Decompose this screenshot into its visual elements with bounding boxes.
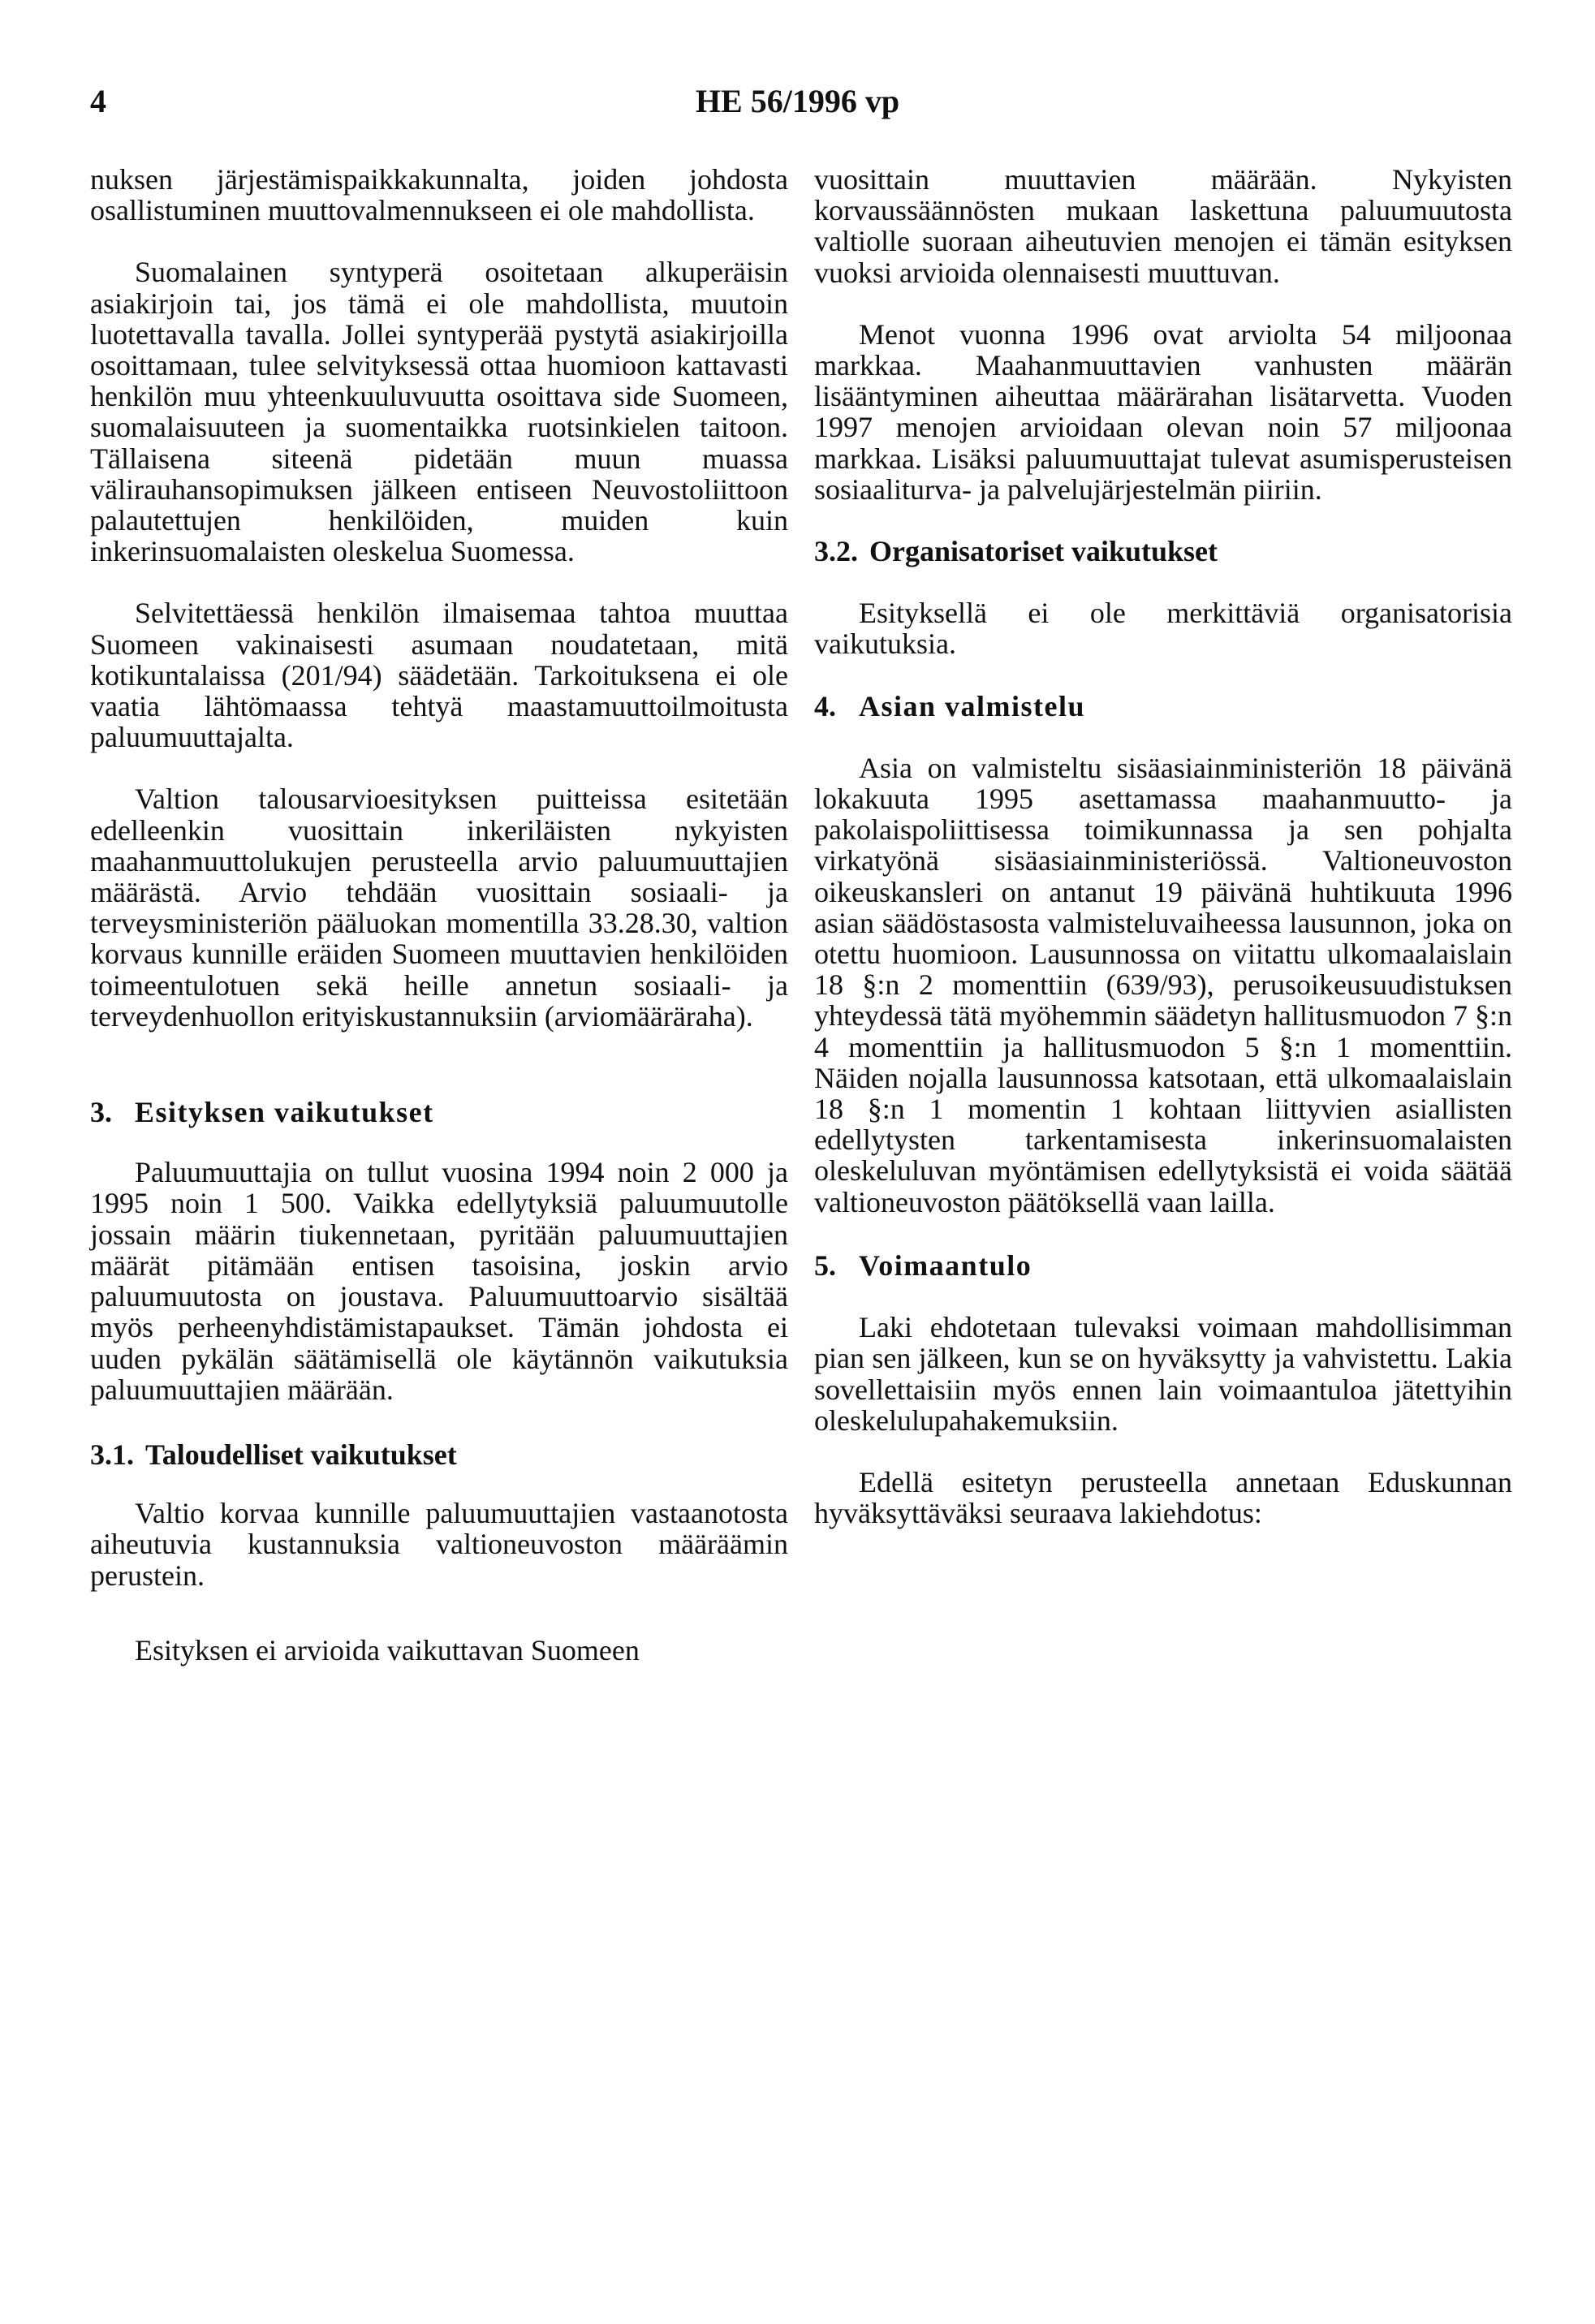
section-heading: [814, 691, 1512, 722]
paragraph: Paluumuuttajia on tullut vuosina 1994 noin 2 000 ja 1995 noin 1 500. Vaikka edellytyksiä paluumuutolle jossain määrin tiukennetaan, pyritään paluumuuttajien määrät pitämään entisen tasoisina, joskin arvio paluumuutosta on joustava. Paluumuuttoarvio sisältää myös perheenyhdistämistapaukset. Tämän johdosta ei uuden pykälän säätämisellä ole käytännön vaikutuksia paluumuuttajien määrään.: [90, 1156, 788, 1406]
section-title: Voimaantulo: [859, 1248, 1032, 1282]
paragraph: Menot vuonna 1996 ovat arviolta 54 miljoonaa markkaa. Maahanmuuttavien vanhusten määrän lisääntyminen aiheuttaa määrärahan lisätarvetta. Vuoden 1997 menojen arvioidaan olevan noin 57 miljoonaa markkaa. Lisäksi paluumuuttajat tulevat asumisperusteisen sosiaaliturva- ja palvelujärjestelmän piiriin.: [814, 317, 1512, 506]
section-title: Taloudelliset vaikutukset: [145, 1438, 457, 1471]
section-title: Asian valmistelu: [859, 689, 1086, 722]
subsection-heading: [814, 536, 1512, 567]
paragraph: Laki ehdotetaan tulevaksi voimaan mahdollisimman pian sen jälkeen, kun se on hyväksytty ja vahvistettu. Lakia sovellettaisiin myös ennen lain voimaantuloa jätettyihin oleskelulupahakemuksiin.: [814, 1311, 1512, 1437]
section-title: Organisatoriset vaikutukset: [869, 535, 1218, 568]
page-number: 4: [90, 83, 106, 119]
section-heading: [90, 1097, 788, 1128]
section-title: Esityksen vaikutukset: [135, 1096, 434, 1129]
section-number: 3.1.: [90, 1438, 134, 1471]
paragraph: Valtion talousarvioesityksen puitteissa esitetään edelleenkin vuosittain inkeriläisten nykyisten maahanmuuttolukujen perusteella arvio paluumuuttajien määrästä. Arvio tehdään vuosittain sosiaali- ja terveysministeriön pääluokan momentilla 33.28.30, valtion korvaus kunnille eräiden Suomeen muuttavien henkilöiden toimeentulotuen sekä heille annetun sosiaali- ja terveydenhuollon erityiskustannuksiin (arviomääräraha).: [90, 783, 788, 1033]
document-id: HE 56/1996 vp: [695, 83, 900, 119]
paragraph: Esityksen ei arvioida vaikuttavan Suomeen: [135, 1633, 640, 1666]
paragraph: Valtio korvaa kunnille paluumuuttajien vastaanotosta aiheutuvia kustannuksia valtioneuvoston määräämin perustein.: [90, 1497, 788, 1592]
subsection-heading: [90, 1439, 788, 1470]
section-heading: [814, 1250, 1512, 1281]
section-number: 3.: [90, 1096, 112, 1129]
paragraph: Asia on valmisteltu sisäasiainministeriön 18 päivänä lokakuuta 1995 asettamassa maahanmuutto- ja pakolaispoliittisessa toimikunnassa ja sen pohjalta virkatyönä sisäasiainministeriössä. Valtioneuvoston oikeuskansleri on antanut 19 päivänä huhtikuuta 1996 asian säädöstasosta valmisteluvaiheessa lausunnon, joka on otettu huomioon. Lausunnossa on viitattu ulkomaalaislain 18 §:n 2 momenttiin (639/93), perusoikeusuudistuksen yhteydessä tätä myöhemmin säädetyn hallitusmuodon 7 §:n 4 momenttiin ja hallitusmuodon 5 §:n 1 momenttiin. Näiden nojalla lausunnossa katsotaan, että ulkomaalaislain 18 §:n 1 momentin 1 kohtaan liittyvien asiallisten edellytysten tarkentamisesta inkerinsuomalaisten oleskeluluvan myöntämisen edellytyksistä ei voida säätää valtioneuvoston päätöksellä vaan lailla.: [814, 751, 1512, 1218]
paragraph: Suomalainen syntyperä osoitetaan alkuperäisin asiakirjoin tai, jos tämä ei ole mahdollista, muutoin luotettavalla tavalla. Jollei syntyperää pystytä asiakirjoilla osoittamaan, tulee selvityksessä ottaa huomioon kattavasti henkilön muu yhteenkuuluvuutta osoittava side Suomeen, suomalaisuuteen ja suomentaikka ruotsinkielen taitoon. Tällaisena siteenä pidetään muun muassa välirauhansopimuksen jälkeen entiseen Neuvostoliittoon palautettujen henkilöiden, muiden kuin inkerinsuomalaisten oleskelua Suomessa.: [90, 256, 788, 568]
section-number: 3.2.: [814, 535, 858, 568]
paragraph: nuksen järjestämispaikkakunnalta, joiden johdosta osallistuminen muuttovalmennukseen ei ole mahdollista.: [90, 163, 788, 227]
right-column: [814, 164, 1512, 1528]
paragraph: Selvitettäessä henkilön ilmaisemaa tahtoa muuttaa Suomeen vakinaisesti asumaan noudatetaan, mitä kotikuntalaissa (201/94) säädetään. Tarkoituksena ei ole vaatia lähtömaassa tehtyä maastamuuttoilmoitusta paluumuuttajalta.: [90, 597, 788, 754]
section-number: 4.: [814, 689, 836, 722]
left-column: [90, 164, 788, 1666]
paragraph: vuosittain muuttavien määrään. Nykyisten korvaussäännösten mukaan laskettuna paluumuutosta valtiolle suoraan aiheutuvien menojen ei tämän esityksen vuoksi arvioida olennaisesti muuttuvan.: [814, 163, 1512, 289]
paragraph: Edellä esitetyn perusteella annetaan Eduskunnan hyväksyttäväksi seuraava lakiehdotus:: [814, 1465, 1512, 1530]
paragraph: Esityksellä ei ole merkittäviä organisatorisia vaikutuksia.: [814, 597, 1512, 661]
section-number: 5.: [814, 1248, 836, 1282]
